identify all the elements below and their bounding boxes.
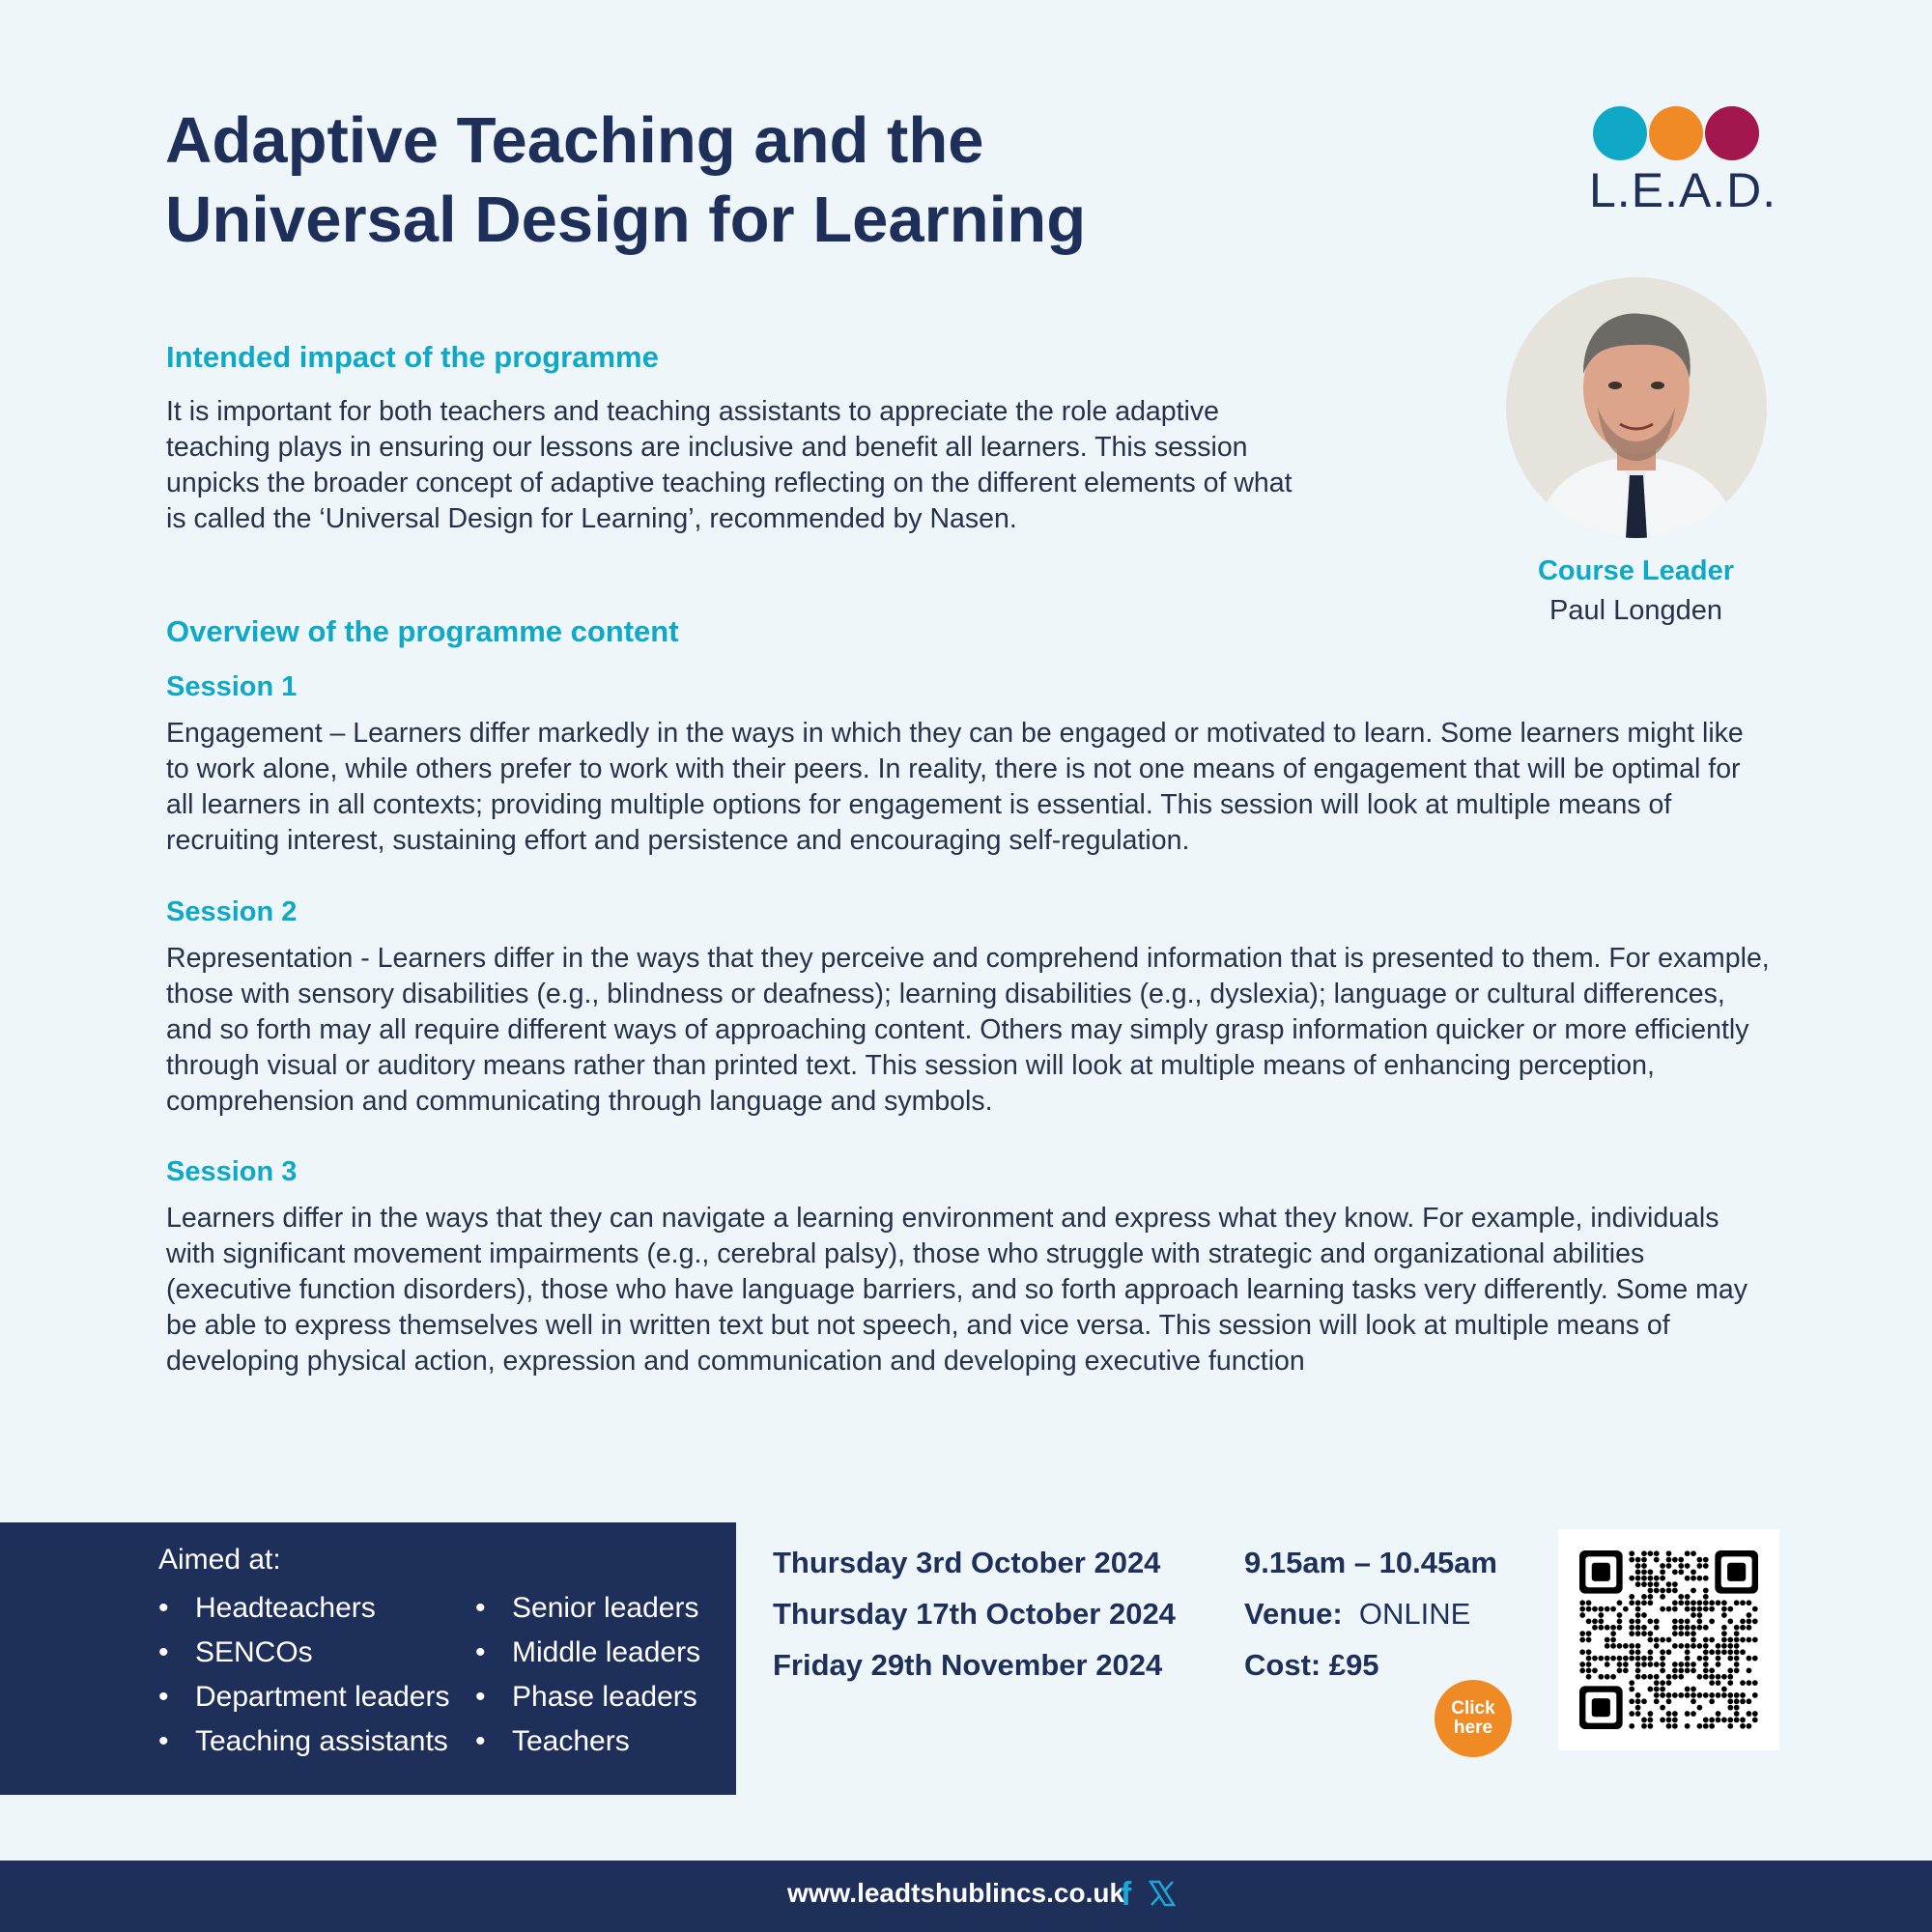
page-title (165, 101, 1131, 260)
session-3-body: Learners differ in the ways that they can navigate a learning environment and express what they know. For example, individuals with significant movement impairments (e.g., cerebral palsy), those who struggle with strategic and organizational abilities (executive function disorders), those who have language barriers, and so forth approach learning tasks very differently. Some may be able to express themselves well in written text but not speech, and vice versa. This session will look at multiple means of developing physical action, expression and communication and developing executive function (166, 1203, 1747, 1377)
portrait-image (1506, 277, 1767, 538)
qr-code[interactable] (1558, 1529, 1779, 1750)
aimed-at-list-2 (475, 1586, 700, 1764)
session-2-title: Session 2 (166, 896, 298, 927)
cost: Cost: £95 (1244, 1648, 1379, 1682)
list-item: • Phase leaders (475, 1675, 700, 1719)
date-3: Friday 29th November 2024 (773, 1648, 1163, 1682)
aimed-at-list-1 (158, 1586, 449, 1764)
logo-dot-magenta (1705, 106, 1759, 160)
list-item: • Teachers (475, 1719, 700, 1764)
footer-bar (0, 1861, 1932, 1932)
impact-heading: Intended impact of the programme (166, 340, 659, 374)
session-time: 9.15am – 10.45am (1244, 1546, 1497, 1579)
lead-logo (1589, 106, 1777, 218)
list-item: • Middle leaders (475, 1631, 700, 1675)
list-item: • Department leaders (158, 1675, 449, 1719)
facebook-icon[interactable]: f (1121, 1876, 1132, 1913)
qr-code-icon (1558, 1529, 1779, 1750)
venue-label: Venue: (1244, 1597, 1343, 1631)
logo-dots (1589, 106, 1768, 160)
session-3-title: Session 3 (166, 1156, 298, 1187)
logo-dot-orange (1649, 106, 1703, 160)
title-line-2: Universal Design for Learning (165, 184, 1087, 256)
aimed-at-panel (0, 1522, 736, 1795)
x-twitter-icon[interactable] (1148, 1879, 1177, 1908)
session-2-body: Representation - Learners differ in the ways that they perceive and comprehend information that is presented to them. For example, those with sensory disabilities (e.g., blindness or deafness); learning disabilities (e.g., dyslexia); language or cultural differences, and so forth may all require different ways of approaching content. Others may simply grasp information quicker or more efficiently through visual or auditory means rather than printed text. This session will look at multiple means of enhancing perception, comprehension and communicating through language and symbols. (166, 943, 1770, 1117)
logo-dot-cyan (1593, 106, 1647, 160)
title-line-1: Adaptive Teaching and the (165, 104, 984, 177)
click-here-line-2: here (1453, 1718, 1493, 1738)
logo-text: L.E.A.D. (1589, 163, 1777, 217)
overview-heading: Overview of the programme content (166, 614, 679, 648)
course-leader-photo (1506, 277, 1767, 538)
aimed-at-title: Aimed at: (158, 1544, 281, 1576)
click-here-button[interactable] (1435, 1680, 1512, 1757)
date-2: Thursday 17th October 2024 (773, 1597, 1176, 1631)
course-leader-name: Paul Longden (1549, 595, 1722, 626)
list-item: • SENCOs (158, 1631, 449, 1675)
venue-value: ONLINE (1358, 1597, 1471, 1631)
list-item: • Teaching assistants (158, 1719, 449, 1764)
date-1: Thursday 3rd October 2024 (773, 1546, 1161, 1579)
venue (1244, 1597, 1470, 1632)
website-link[interactable]: www.leadtshublincs.co.uk (787, 1878, 1125, 1908)
course-leader-role: Course Leader (1537, 555, 1735, 586)
session-1-body: Engagement – Learners differ markedly in the ways in which they can be engaged or motivated to learn. Some learners might like to work alone, while others prefer to work with their peers. In reality, there is not one means of engagement that will be optimal for all learners in all contexts; providing multiple options for engagement is essential. This session will look at multiple means of recruiting interest, sustaining effort and persistence and encouraging self-regulation. (166, 718, 1744, 856)
list-item: • Headteachers (158, 1586, 449, 1631)
click-here-line-1: Click (1451, 1698, 1495, 1719)
impact-body: It is important for both teachers and teaching assistants to appreciate the role adaptive teaching plays in ensuring our lessons are inclusive and benefit all learners. This session unpicks the broader concept of adaptive teaching reflecting on the different elements of what is called the ‘Universal Design for Learning’, recommended by Nasen. (166, 396, 1293, 534)
list-item: • Senior leaders (475, 1586, 700, 1631)
session-1-title: Session 1 (166, 671, 298, 702)
